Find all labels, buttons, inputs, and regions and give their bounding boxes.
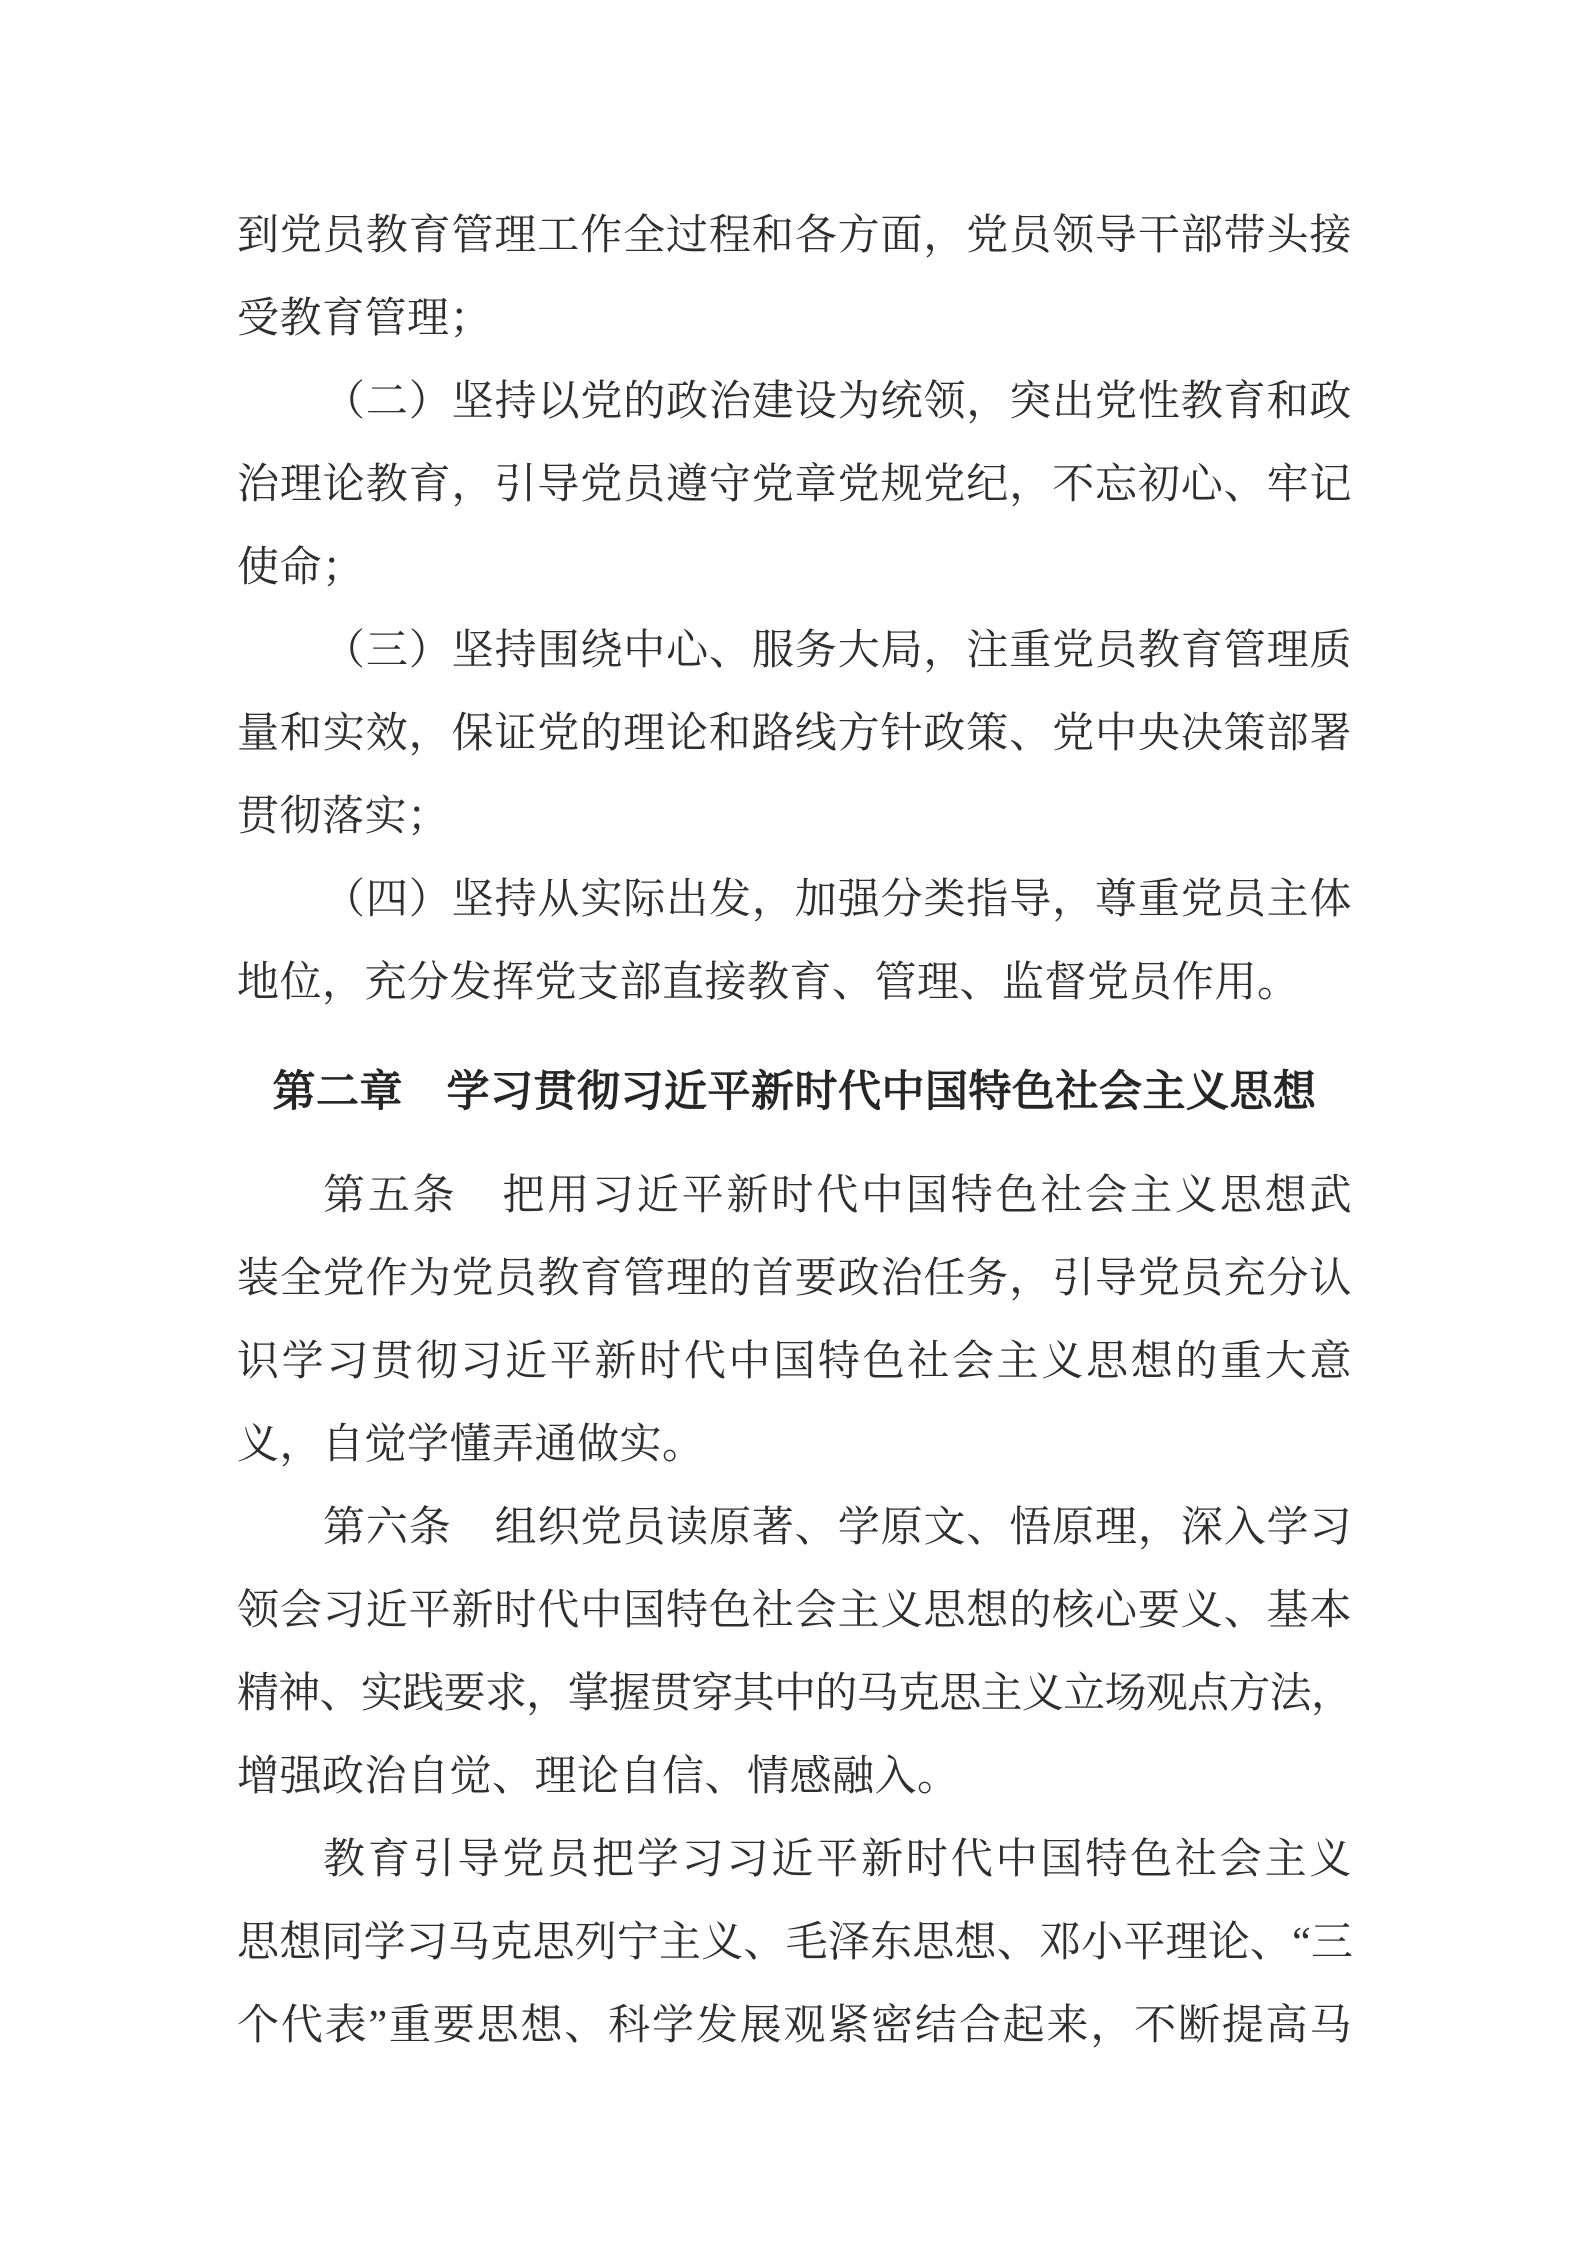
document-text — [237, 195, 1352, 2068]
document-line: 受教育管理； — [237, 296, 493, 342]
document-line: 识学习贯彻习近平新时代中国特色社会主义思想的重大意 — [237, 1339, 1352, 1385]
document-line: 地位，充分发挥党支部直接教育、管理、监督党员作用。 — [237, 960, 1300, 1006]
document-line: 增强政治自觉、理论自信、情感融入。 — [237, 1754, 960, 1800]
document-line: 个代表”重要思想、科学发展观紧密结合起来，不断提高马 — [237, 2003, 1352, 2049]
document-line: 第五条 把用习近平新时代中国特色社会主义思想武 — [323, 1173, 1352, 1219]
document-line: 第六条 组织党员读原著、学原文、悟原理，深入学习 — [323, 1505, 1352, 1551]
chapter-heading: 第二章 学习贯彻习近平新时代中国特色社会主义思想 — [272, 1068, 1317, 1116]
document-line: 精神、实践要求，掌握贯穿其中的马克思主义立场观点方法， — [237, 1671, 1352, 1717]
document-line: （四）坚持从实际出发，加强分类指导，尊重党员主体 — [323, 877, 1352, 923]
document-line: 装全党作为党员教育管理的首要政治任务，引导党员充分认 — [237, 1256, 1352, 1302]
document-line: 治理论教育，引导党员遵守党章党规党纪，不忘初心、牢记 — [237, 462, 1352, 508]
document-line: 使命； — [237, 545, 365, 591]
document-line: 到党员教育管理工作全过程和各方面，党员领导干部带头接 — [237, 213, 1352, 259]
document-line: 义，自觉学懂弄通做实。 — [237, 1422, 705, 1468]
document-line: 思想同学习马克思列宁主义、毛泽东思想、邓小平理论、“三 — [237, 1920, 1352, 1966]
document-line: 贯彻落实； — [237, 794, 450, 840]
document-line: 教育引导党员把学习习近平新时代中国特色社会主义 — [323, 1837, 1352, 1883]
document-line: 领会习近平新时代中国特色社会主义思想的核心要义、基本 — [237, 1588, 1352, 1634]
document-line: （三）坚持围绕中心、服务大局，注重党员教育管理质 — [323, 628, 1352, 674]
document-line: （二）坚持以党的政治建设为统领，突出党性教育和政 — [323, 379, 1352, 425]
document-line: 量和实效，保证党的理论和路线方针政策、党中央决策部署 — [237, 711, 1352, 757]
